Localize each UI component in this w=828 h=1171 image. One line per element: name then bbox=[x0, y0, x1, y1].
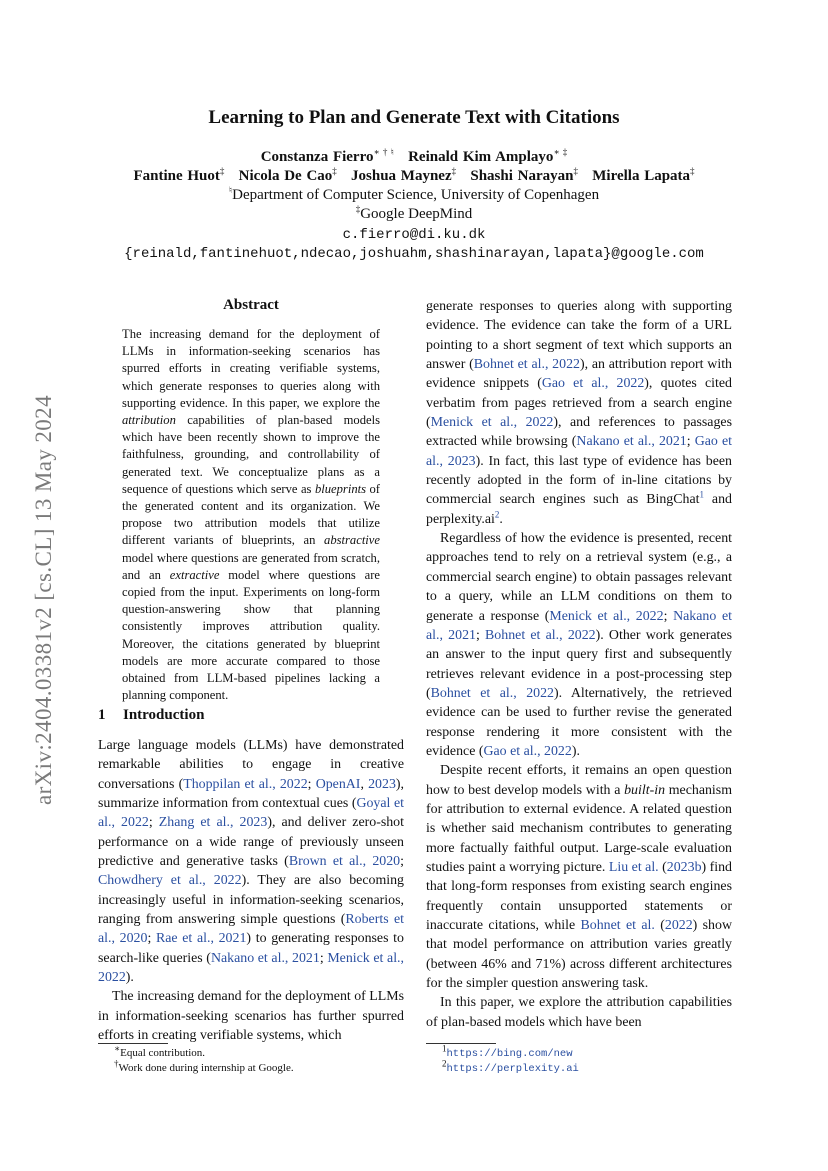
footnote-text: Work done during internship at Google. bbox=[118, 1062, 294, 1074]
footnote-ref[interactable]: 1 bbox=[699, 489, 704, 500]
paragraph: Large language models (LLMs) have demonstrated remarkable abilities to engage in creative conversations (Thoppilan et al., 2022; OpenAI, 2023), summarize information from contextual cues (Goyal et al., 2022; Zhang et al., 2023), and deliver zero-shot performance on a wide range of previously unseen predictive and generative tasks (Brown et al., 2020; Chowdhery et al., 2022). They are also becoming increasingly useful in information-seeking scenarios, ranging from answering simple questions (Roberts et al., 2020; Rae et al., 2021) to generating responses to search-like queries (Nakano et al., 2021; Menick et al., 2022). bbox=[98, 738, 405, 986]
citation-link[interactable]: 2023b bbox=[666, 859, 702, 875]
citation-link[interactable]: Gao et al., 2022 bbox=[541, 376, 645, 392]
citation-link[interactable]: Nakano et al., 2021 bbox=[210, 950, 320, 966]
email-google-authors[interactable]: {reinald,fantinehuot,ndecao,joshuahm,shashinarayan,lapata}@google.com bbox=[124, 246, 704, 262]
intro-right-column bbox=[426, 297, 732, 1032]
section-number: 1 bbox=[98, 707, 106, 723]
author-line-2 bbox=[0, 168, 828, 185]
footnote-mark: † bbox=[114, 1058, 119, 1069]
citation-link[interactable]: Menick et al., 2022 bbox=[98, 950, 404, 986]
citation-link[interactable]: Brown et al., 2020 bbox=[288, 854, 401, 870]
section-heading-introduction bbox=[98, 707, 204, 724]
paper-title: Learning to Plan and Generate Text with Citations bbox=[208, 107, 620, 128]
author-name: Reinald Kim Amplayo bbox=[408, 149, 554, 165]
author-marks: ‡ bbox=[332, 166, 337, 176]
affiliation-deepmind bbox=[0, 206, 828, 223]
author-name: Constanza Fierro bbox=[260, 149, 374, 165]
citation-link[interactable]: 2022 bbox=[664, 918, 693, 933]
footnote bbox=[442, 1058, 579, 1077]
citation-link[interactable]: Bohnet et al., 2022 bbox=[473, 357, 580, 373]
author-marks: ∗ † ♮ bbox=[373, 147, 394, 157]
author-name: Shashi Narayan bbox=[470, 168, 574, 184]
citation-link[interactable]: Liu et al. bbox=[608, 859, 659, 875]
email-fierro[interactable]: c.fierro@di.ku.dk bbox=[342, 227, 486, 243]
citation-link[interactable]: Bohnet et al. bbox=[580, 918, 655, 933]
footnote-rule bbox=[98, 1043, 168, 1044]
citation-link[interactable]: Thoppilan et al., 2022 bbox=[183, 776, 308, 792]
paragraph: generate responses to queries along with supporting evidence. The evidence can take the form of a URL pointing to a short segment of text which supports an answer (Bohnet et al., 2022), an attribution report with evidence snippets (Gao et al., 2022), quotes cited verbatim from pages retrieved from a search engine (Menick et al., 2022), and references to passages extracted while browsing (Nakano et al., 2021; Gao et al., 2023). In fact, this last type of evidence has been recently adopted in the form of in-line citations by commercial search engines such as BingChat$^1$ and perplexity.ai$^2$. bbox=[426, 299, 732, 527]
paragraph: In this paper, we explore the attribution capabilities of plan-based models which have been bbox=[426, 995, 732, 1030]
citation-link[interactable]: Nakano et al., 2021 bbox=[576, 434, 687, 450]
citation-link[interactable]: Rae et al., 2021 bbox=[155, 931, 247, 947]
citation-link[interactable]: Gao et al., 2023 bbox=[426, 434, 732, 469]
citation-link[interactable]: Zhang et al., 2023 bbox=[158, 815, 268, 831]
author-line-1 bbox=[0, 149, 828, 166]
footnote-ref[interactable]: 2 bbox=[494, 509, 500, 520]
affiliation-mark: ♮ bbox=[228, 185, 233, 195]
paragraph: The increasing demand for the deployment of LLMs in information-seeking scenarios has further spurred efforts in creating verifiable systems, which bbox=[98, 989, 405, 1044]
author-marks: ‡ bbox=[219, 166, 225, 176]
author-name: Mirella Lapata bbox=[592, 168, 691, 184]
footnote bbox=[114, 1043, 206, 1061]
affiliation-copenhagen bbox=[0, 187, 828, 204]
citation-link[interactable]: Menick et al., 2022 bbox=[549, 608, 664, 624]
footnote bbox=[114, 1058, 294, 1076]
author-name: Nicola De Cao bbox=[238, 168, 333, 184]
abstract-body: The increasing demand for the deployment of LLMs in information-seeking scenarios has spurred efforts in creating verifiable systems, which generate responses to queries along with supporting evidence. In this paper, we explore the attribution capabilities of plan-based models which have been recently shown to improve the faithfulness, grounding, and controllability of generated text. We conceptualize plans as a sequence of questions which serve as blueprints of the generated content and its organization. We propose two attribution models that utilize different variants of blueprints, an abstractive model where questions are generated from scratch, and an extractive model where questions are copied from the input. Experiments on long-form question-answering show that planning consistently improves attribution quality. Moreover, the citations generated by blueprint models are more accurate compared to those obtained from LLM-based pipelines lacking a planning component. bbox=[122, 327, 381, 703]
footnote-mark: 2 bbox=[442, 1058, 447, 1069]
citation-link[interactable]: Bohnet et al., 2022 bbox=[485, 627, 596, 643]
citation-link[interactable]: Menick et al., 2022 bbox=[430, 415, 554, 431]
footnote-mark: 1 bbox=[442, 1043, 447, 1054]
citation-link[interactable]: OpenAI bbox=[315, 776, 361, 792]
affiliation-text: Google DeepMind bbox=[360, 206, 473, 222]
paragraph: Regardless of how the evidence is presented, recent approaches tend to rely on a retrieval system (e.g., a commercial search engine) to obtain passages relevant to a query, while an LLM conditions on them to generate a response (Menick et al., 2022; Nakano et al., 2021; Bohnet et al., 2022). Other work generates an answer to the input query first and subsequently retrieves relevant evidence in a post-processing step (Bohnet et al., 2022). Alternatively, the retrieved evidence can be used to further revise the generated response rendering it more consistent with the evidence (Gao et al., 2022). bbox=[426, 531, 732, 759]
author-marks: ‡ bbox=[573, 166, 578, 176]
citation-link[interactable]: Gao et al., 2022 bbox=[483, 743, 572, 759]
intro-left-column bbox=[98, 736, 404, 1046]
affiliation-mark: ‡ bbox=[355, 204, 361, 214]
citation-link[interactable]: 2023 bbox=[368, 776, 396, 792]
author-marks: ∗ ‡ bbox=[553, 147, 568, 157]
citation-link[interactable]: Nakano et al., 2021 bbox=[426, 608, 732, 643]
footnote-rule bbox=[426, 1043, 496, 1044]
citation-link[interactable]: Roberts et al., 2020 bbox=[98, 912, 404, 947]
footnote-text: Equal contribution. bbox=[120, 1047, 206, 1059]
abstract-heading: Abstract bbox=[223, 297, 279, 313]
affiliation-text: Department of Computer Science, University of Copenhagen bbox=[232, 187, 600, 203]
footnote-url[interactable]: https://bing.com/new bbox=[446, 1048, 573, 1060]
citation-link[interactable]: Bohnet et al., 2022 bbox=[430, 685, 555, 701]
footnote-url[interactable]: https://perplexity.ai bbox=[446, 1063, 579, 1075]
paragraph: Despite recent efforts, it remains an open question how to best develop models with a built-in mechanism for attribution to external evidence. A related question is whether said mechanism contributes to generating more factually faithful output. Large-scale evaluation studies paint a worrying picture. Liu et al. (2023b) find that long-form responses from existing search engines frequently contain unsupported statements or inaccurate citations, while Bohnet et al. (2022) show that model performance on attribution varies greatly (between 46% and 71%) across different architectures for the simpler question answering task. bbox=[426, 763, 732, 992]
author-name: Fantine Huot bbox=[133, 168, 220, 184]
footnote bbox=[442, 1043, 573, 1062]
footnote-mark: ∗ bbox=[114, 1043, 121, 1054]
section-title: Introduction bbox=[123, 707, 205, 723]
citation-link[interactable]: Goyal et al., 2022 bbox=[98, 796, 404, 831]
citation-link[interactable]: Chowdhery et al., 2022 bbox=[98, 873, 242, 889]
arxiv-identifier-stamp: arXiv:2404.03381v2 [cs.CL] 13 May 2024 bbox=[31, 395, 56, 805]
author-name: Joshua Maynez bbox=[351, 168, 452, 184]
author-marks: ‡ bbox=[451, 166, 457, 176]
author-marks: ‡ bbox=[690, 166, 695, 176]
